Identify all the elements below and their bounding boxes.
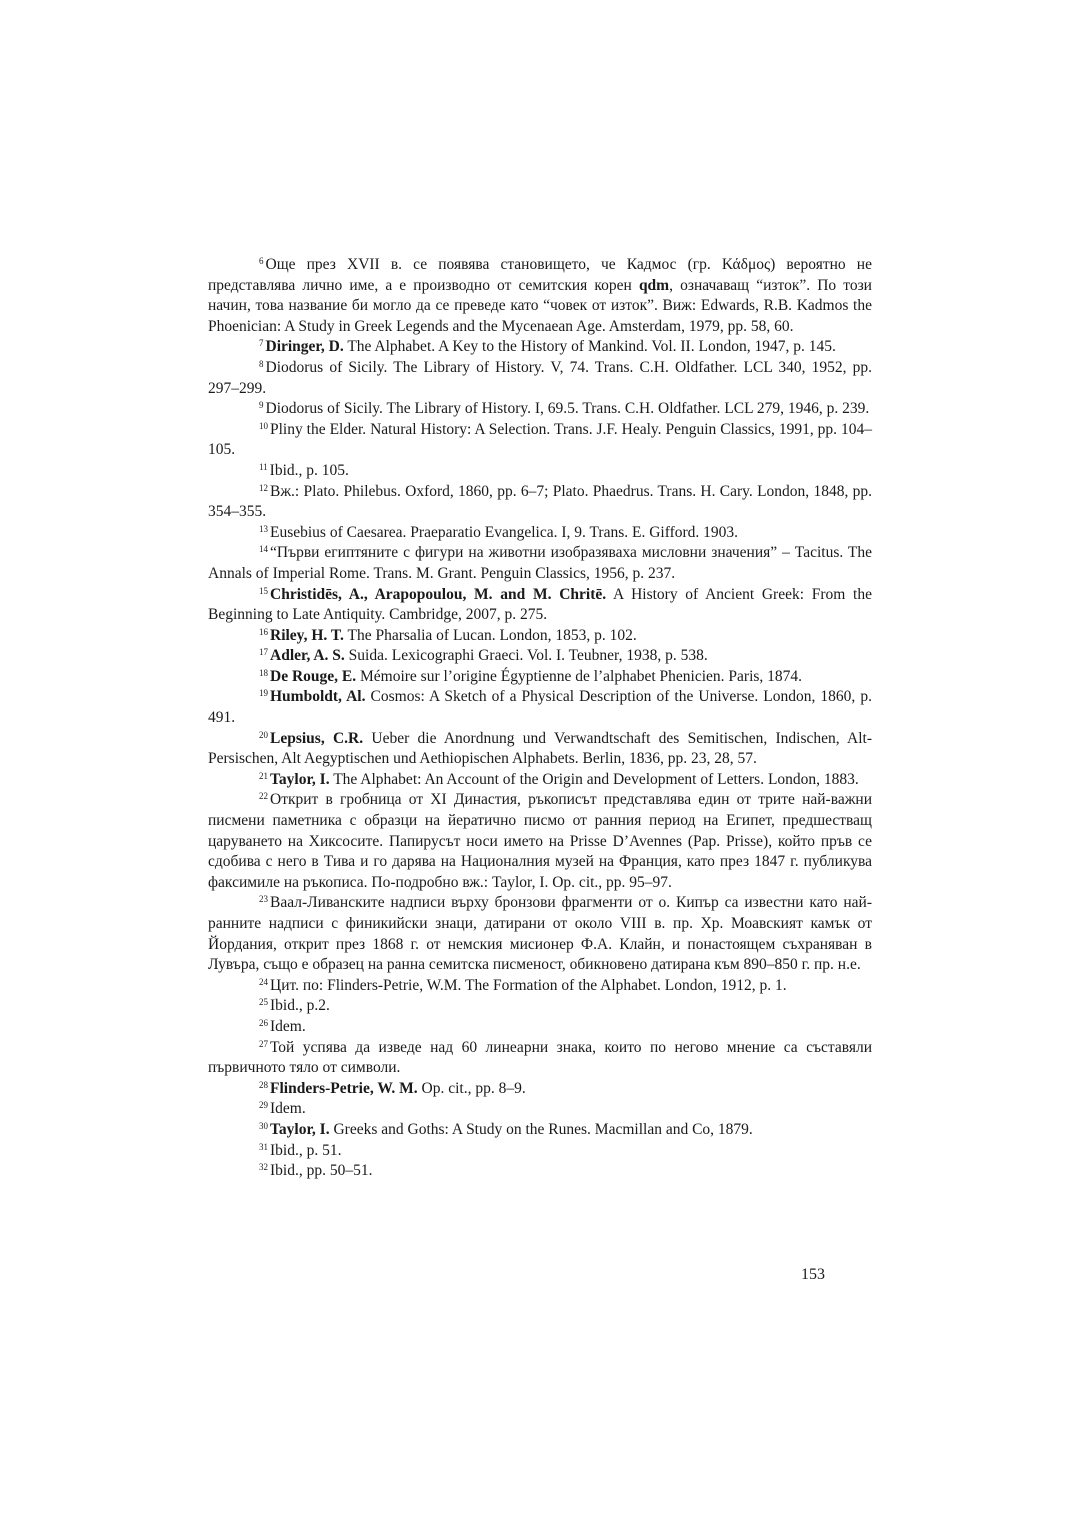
footnote-31 xyxy=(208,1141,872,1162)
footnote-number: 7 xyxy=(259,338,264,349)
footnote-27 xyxy=(208,1038,872,1079)
footnote-text: Greeks and Goths: A Study on the Runes. Macmillan and Co, 1879. xyxy=(329,1120,753,1138)
footnote-author: Diringer, D. xyxy=(265,338,344,356)
footnote-6 xyxy=(208,255,872,337)
footnote-text: Ibid., p. 105. xyxy=(269,461,349,479)
footnote-author: Christidēs, A., Arapopoulou, M. and M. Chritē. xyxy=(270,585,607,603)
footnote-number: 8 xyxy=(259,358,264,369)
footnote-text: Suida. Lexicographi Graeci. Vol. I. Teubner, 1938, p. 538. xyxy=(344,647,708,665)
footnote-25 xyxy=(208,996,872,1017)
footnote-32 xyxy=(208,1161,872,1182)
footnote-author: De Rouge, E. xyxy=(270,667,357,685)
footnote-number: 24 xyxy=(259,976,268,987)
footnote-8 xyxy=(208,358,872,399)
footnote-emphasis: qdm xyxy=(638,276,670,294)
footnote-20 xyxy=(208,729,872,770)
footnote-text: Cosmos: A Sketch of a Physical Description of the Universe. London, 1860, p. 491. xyxy=(208,688,872,727)
footnote-text: Op. cit., pp. 8–9. xyxy=(417,1079,526,1097)
footnote-24 xyxy=(208,976,872,997)
footnote-9 xyxy=(208,399,872,420)
footnote-number: 20 xyxy=(259,729,268,740)
footnote-text: The Alphabet: An Account of the Origin and Development of Letters. London, 1883. xyxy=(329,770,859,788)
footnote-19 xyxy=(208,687,872,728)
footnote-number: 16 xyxy=(259,626,268,637)
footnote-text: Цит. по: Flinders-Petrie, W.M. The Formation of the Alphabet. London, 1912, p. 1. xyxy=(270,976,787,994)
footnote-number: 32 xyxy=(259,1162,268,1173)
footnote-author: Taylor, I. xyxy=(270,1120,330,1138)
footnote-author: Adler, A. S. xyxy=(270,647,345,665)
footnote-text: Открит в гробница от XI Династия, ръкописът представлява един от трите най-важни писмени паметника с образци на йератично писмо от ранния период на Египет, предшестващ царуването на Хиксосите. Папирусът носи името на Prisse D’Avennes (Pap. Prisse), който пръв се сдобива с него в Тива и го дарява на Националния музей на Франция, като през 1847 г. публикува факсимиле на ръкописа. По-подробно вж.: Taylor, I. Op. cit., pp. 95–97. xyxy=(208,791,872,891)
footnote-text: Diodorus of Sicily. The Library of History. I, 69.5. Trans. C.H. Oldfather. LCL 279, 1946, p. 239. xyxy=(265,400,870,418)
footnote-number: 22 xyxy=(259,791,268,802)
footnote-number: 17 xyxy=(259,647,268,658)
footnote-number: 30 xyxy=(259,1120,268,1131)
footnote-number: 31 xyxy=(259,1141,268,1152)
footnote-16 xyxy=(208,626,872,647)
footnote-15 xyxy=(208,585,872,626)
footnote-text: Mémoire sur l’origine Égyptienne de l’alphabet Phenicien. Paris, 1874. xyxy=(356,667,803,685)
footnote-text: Ibid., p. 51. xyxy=(270,1141,342,1159)
footnote-number: 25 xyxy=(259,997,268,1008)
footnote-text: “Първи египтяните с фигури на животни изобразяваха мисловни значения” – Tacitus. The Annals of Imperial Rome. Trans. M. Grant. Penguin Classics, 1956, p. 237. xyxy=(208,544,872,582)
footnote-number: 26 xyxy=(259,1017,268,1028)
footnote-text: Ibid., pp. 50–51. xyxy=(270,1162,373,1180)
page-number: 153 xyxy=(801,1266,825,1283)
footnote-11 xyxy=(208,461,872,482)
footnote-12 xyxy=(208,482,872,523)
footnote-7 xyxy=(208,337,872,358)
footnote-text: The Pharsalia of Lucan. London, 1853, p. 102. xyxy=(343,626,637,644)
footnote-author: Riley, H. T. xyxy=(270,626,344,644)
footnotes-section xyxy=(208,255,872,1182)
footnote-number: 27 xyxy=(259,1038,268,1049)
footnote-text: Ueber die Anordnung und Verwandtschaft des Semitischen, Indischen, Alt-Persischen, Alt Aegyptischen und Aethiopischen Alphabets. Berlin, 1836, pp. 23, 28, 57. xyxy=(208,729,872,768)
footnote-text: Още през XVII в. се появява становището, че Кадмос (гр. Κάδμος) вероятно не представлява лично име, а е производно от семитския корен xyxy=(208,256,872,294)
footnote-text-continued: , означаващ “изток”. По този начин, това название би могло да се преведе като “човек от изток”. Виж: Edwards, R.B. Kadmos the Phoenician: A Study in Greek Legends and the Mycenaean Age. Amsterdam, 1979, pp. 58, 60. xyxy=(208,276,872,335)
footnote-number: 14 xyxy=(259,544,268,555)
footnote-number: 9 xyxy=(259,400,264,411)
footnote-author: Taylor, I. xyxy=(270,770,330,788)
footnote-text: Той успява да изведе над 60 линеарни знака, които по негово мнение са съставяли първичното тяло от символи. xyxy=(208,1038,872,1077)
footnote-number: 15 xyxy=(259,585,268,596)
footnote-text: Idem. xyxy=(270,1017,306,1035)
footnote-number: 6 xyxy=(259,256,264,266)
footnote-number: 10 xyxy=(259,420,268,431)
footnote-text: Pliny the Elder. Natural History: A Selection. Trans. J.F. Healy. Penguin Classics, 1991, pp. 104–105. xyxy=(208,420,872,459)
footnote-22 xyxy=(208,790,872,893)
footnote-text: A History of Ancient Greek: From the Beginning to Late Antiquity. Cambridge, 2007, p. 275. xyxy=(208,585,872,624)
footnote-23 xyxy=(208,893,872,975)
footnote-30 xyxy=(208,1120,872,1141)
footnote-text: Diodorus of Sicily. The Library of History. V, 74. Trans. C.H. Oldfather. LCL 340, 1952, pp. 297–299. xyxy=(208,358,872,397)
footnote-text: The Alphabet. A Key to the History of Mankind. Vol. II. London, 1947, p. 145. xyxy=(343,338,836,356)
footnote-author: Flinders-Petrie, W. M. xyxy=(270,1079,418,1097)
footnote-text: Вж.: Plato. Philebus. Oxford, 1860, pp. 6–7; Plato. Phaedrus. Trans. H. Cary. London, 1848, pp. 354–355. xyxy=(208,482,872,521)
footnote-number: 21 xyxy=(259,770,268,781)
footnote-author: Lepsius, C.R. xyxy=(270,729,364,747)
footnote-number: 29 xyxy=(259,1100,268,1111)
footnote-28 xyxy=(208,1079,872,1100)
footnote-29 xyxy=(208,1099,872,1120)
footnote-13 xyxy=(208,523,872,544)
footnote-10 xyxy=(208,420,872,461)
footnote-text: Eusebius of Caesarea. Praeparatio Evangelica. I, 9. Trans. E. Gifford. 1903. xyxy=(270,523,739,541)
footnote-21 xyxy=(208,770,872,791)
footnote-text: Ваал-Ливанските надписи върху бронзови фрагменти от о. Кипър са известни като най-ранните надписи с финикийски знаци, датирани от около VIII в. пр. Хр. Моавският камък от Йордания, открит през 1868 г. от немския мисионер Ф.А. Клайн, и понастоящем съхраняван в Лувъра, също е образец на ранна семитска писменост, обикновено датирана към 890–850 г. пр. н.е. xyxy=(208,894,872,974)
footnote-17 xyxy=(208,646,872,667)
footnote-number: 28 xyxy=(259,1079,268,1090)
footnote-text: Ibid., p.2. xyxy=(270,997,330,1015)
footnote-number: 12 xyxy=(259,482,268,493)
footnote-14 xyxy=(208,543,872,584)
footnote-number: 19 xyxy=(259,688,268,699)
footnote-18 xyxy=(208,667,872,688)
footnote-author: Humboldt, Al. xyxy=(270,688,366,706)
footnote-number: 11 xyxy=(259,461,268,472)
footnote-number: 13 xyxy=(259,523,268,534)
footnote-number: 18 xyxy=(259,667,268,678)
footnote-text: Idem. xyxy=(270,1100,306,1118)
footnote-26 xyxy=(208,1017,872,1038)
footnote-number: 23 xyxy=(259,894,268,905)
